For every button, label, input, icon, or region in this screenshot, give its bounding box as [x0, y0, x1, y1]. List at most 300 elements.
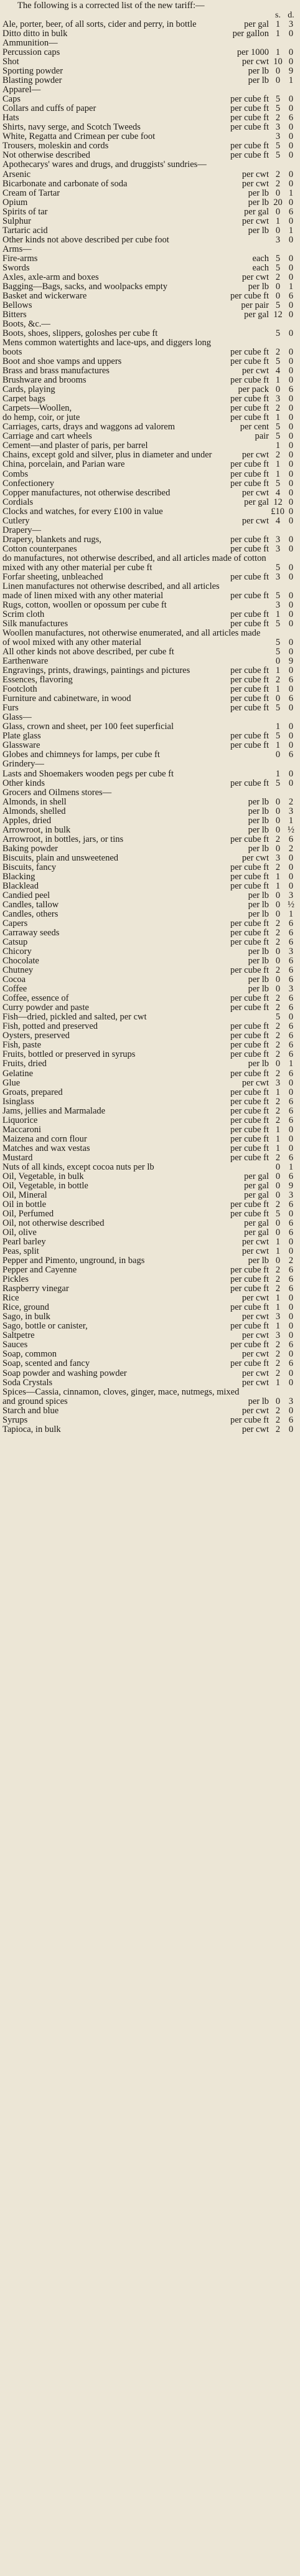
item-unit: per cube ft: [230, 1321, 269, 1332]
item-name: Cotton counterpanes: [2, 543, 77, 554]
item-name: Syrups: [2, 1414, 28, 1425]
item-pence: 9: [288, 1180, 294, 1191]
item-shillings: 0: [275, 225, 281, 236]
tariff-entry: [2, 526, 298, 535]
item-name: Hats: [2, 113, 19, 123]
item-unit: per cube ft: [230, 740, 269, 751]
item-shillings: 1: [275, 871, 281, 882]
item-shillings: 5: [275, 150, 281, 161]
column-header-row: [2, 11, 298, 20]
item-shillings: 5: [275, 703, 281, 713]
item-pence: 0: [288, 590, 294, 601]
item-unit: per cube ft: [230, 413, 269, 423]
item-shillings: 0: [275, 796, 281, 807]
item-shillings: 5: [275, 590, 281, 601]
tariff-entry: [2, 1247, 298, 1256]
item-name: Fish, potted and preserved: [2, 1021, 98, 1032]
tariff-entry: [2, 292, 298, 301]
item-name: Lasts and Shoemakers wooden pegs per cube ft: [2, 768, 174, 779]
item-pence: 6: [288, 1284, 294, 1294]
item-unit: per lb: [248, 909, 269, 919]
item-shillings: 1: [275, 665, 281, 676]
item-unit: per lb: [248, 824, 269, 835]
item-name: Pearl barley: [2, 1237, 46, 1247]
item-unit: per cube ft: [230, 571, 269, 582]
tariff-entry: [2, 273, 298, 282]
item-shillings: 2: [275, 1031, 281, 1041]
item-unit: per cube ft: [230, 1358, 269, 1369]
item-pence: 0: [288, 609, 294, 619]
item-pence: 1: [288, 225, 294, 236]
item-name: Globes and chimneys for lamps, per cube ft: [2, 750, 160, 760]
item-shillings: 5: [275, 778, 281, 788]
tariff-entry: [2, 254, 298, 264]
item-pence: 3: [288, 890, 294, 900]
item-shillings: 0: [275, 890, 281, 900]
item-name: Biscuits, plain and unsweetened: [2, 852, 119, 863]
item-shillings: 4: [275, 515, 281, 526]
item-name: Liquorice: [2, 1115, 38, 1125]
item-unit: per cent: [240, 422, 269, 432]
item-pence: 0: [288, 1208, 294, 1219]
tariff-entry: [2, 779, 298, 788]
item-unit: per cube ft: [230, 937, 269, 948]
item-name: Confectionery: [2, 478, 54, 489]
item-name: Maizena and corn flour: [2, 1133, 87, 1144]
item-name: Ditto ditto in bulk: [2, 29, 68, 39]
tariff-entry: [2, 1059, 298, 1069]
tariff-entry: [2, 882, 298, 891]
item-name: Silk manufactures: [2, 619, 68, 629]
item-pence: 2: [288, 843, 294, 854]
item-name: Basket and wickerware: [2, 290, 87, 301]
tariff-entry: [2, 891, 298, 900]
item-pence: 0: [288, 1246, 294, 1257]
item-name: Maccaroni: [2, 1124, 41, 1135]
item-name: Carpet bags: [2, 394, 45, 404]
item-name: Drapery—: [2, 525, 42, 535]
item-unit: per cwt: [241, 178, 269, 189]
item-pence: 0: [288, 880, 294, 891]
tariff-entry: [2, 1425, 298, 1434]
item-unit: per lb: [248, 975, 269, 985]
item-name: Grindery—: [2, 759, 44, 770]
item-pence: 6: [288, 1414, 294, 1425]
tariff-entry: [2, 217, 298, 226]
item-pence: 6: [288, 993, 294, 1004]
item-pence: 0: [288, 684, 294, 695]
item-pence: 0: [288, 1424, 294, 1434]
item-pence: 0: [288, 1405, 294, 1416]
item-shillings: 2: [275, 1368, 281, 1378]
item-shillings: 0: [275, 694, 281, 704]
item-shillings: 1: [275, 1246, 281, 1257]
tariff-entry: [2, 1107, 298, 1116]
item-unit: per cube ft: [230, 141, 269, 151]
item-name: Coffee, essence of: [2, 993, 69, 1004]
item-name: Carpets—Woollen,: [2, 403, 72, 414]
item-unit: per cube ft: [230, 1049, 269, 1060]
item-name: Oysters, preserved: [2, 1031, 70, 1041]
item-unit: per cube ft: [230, 394, 269, 404]
item-pence: 0: [288, 197, 294, 208]
item-shillings: 0: [275, 815, 281, 826]
item-pence: 9: [288, 66, 294, 77]
tariff-entry: [2, 95, 298, 104]
item-name: Shirts, navy serge, and Scotch Tweeds: [2, 122, 141, 133]
item-shillings: 3: [275, 394, 281, 404]
item-pence: 6: [288, 1105, 294, 1116]
item-name: Oil, Mineral: [2, 1190, 47, 1200]
item-shillings: 1: [275, 1377, 281, 1388]
item-unit: per cube ft: [230, 1340, 269, 1350]
item-name: Bellows: [2, 300, 32, 310]
item-name: Cement—and plaster of paris, per barrel: [2, 441, 148, 451]
item-shillings: 2: [275, 1424, 281, 1434]
tariff-entry: [2, 1041, 298, 1050]
item-shillings: 1: [275, 47, 281, 58]
item-name: Footcloth: [2, 684, 37, 695]
item-shillings: 3: [275, 852, 281, 863]
tariff-entry: [2, 20, 298, 29]
tariff-entry: [2, 1209, 298, 1219]
item-shillings: 0: [275, 1059, 281, 1069]
item-pence: 0: [288, 422, 294, 432]
item-pence: 0: [288, 1349, 294, 1360]
tariff-entry: [2, 170, 298, 179]
item-shillings: 2: [275, 1274, 281, 1285]
item-pence: 6: [288, 1265, 294, 1276]
tariff-entry: [2, 1031, 298, 1041]
item-pence: 6: [288, 918, 294, 928]
item-unit: per cwt: [241, 1293, 269, 1304]
item-unit: per cube ft: [230, 675, 269, 685]
item-pence: 6: [288, 975, 294, 985]
item-name: Arrowroot, in bottles, jars, or tins: [2, 834, 124, 844]
item-unit: per cube ft: [230, 665, 269, 676]
item-pence: 0: [288, 619, 294, 629]
item-name: Glass, crown and sheet, per 100 feet superficial: [2, 722, 174, 732]
item-pence: 0: [288, 141, 294, 151]
item-pence: 6: [288, 1068, 294, 1079]
item-shillings: 2: [275, 993, 281, 1004]
item-pence: 0: [288, 122, 294, 133]
item-shillings: 10: [273, 57, 283, 67]
item-name: Cordials: [2, 497, 34, 507]
tariff-entry: [2, 582, 298, 601]
item-unit: per lb: [248, 796, 269, 807]
item-unit: per cube ft: [230, 375, 269, 386]
item-pence: 0: [288, 469, 294, 479]
item-name: Pickles: [2, 1274, 29, 1285]
item-shillings: 1: [275, 19, 281, 29]
tariff-entry: [2, 479, 298, 489]
item-shillings: 0: [275, 281, 281, 292]
item-pence: 0: [288, 262, 294, 273]
item-name: Raspberry vinegar: [2, 1284, 69, 1294]
item-pence: 0: [288, 150, 294, 161]
item-unit: per cube ft: [230, 1143, 269, 1153]
item-pence: 6: [288, 965, 294, 976]
item-shillings: 2: [275, 347, 281, 358]
tariff-entry: [2, 329, 298, 338]
item-name: Clocks and watches, for every £100 in value: [2, 506, 163, 517]
item-name: Shot: [2, 57, 19, 67]
tariff-entry: [2, 376, 298, 385]
item-name: Groats, prepared: [2, 1087, 63, 1097]
item-pence: 0: [288, 1012, 294, 1023]
tariff-entry: [2, 1172, 298, 1181]
item-pence: 6: [288, 1115, 294, 1125]
tariff-entry: [2, 535, 298, 545]
item-pence: 0: [288, 309, 294, 320]
item-shillings: 0: [275, 656, 281, 667]
item-pence: 0: [288, 497, 294, 507]
item-pence: ½: [288, 899, 294, 910]
item-shillings: 2: [275, 1405, 281, 1416]
item-shillings: 1: [275, 216, 281, 226]
tariff-entry: [2, 151, 298, 160]
item-shillings: 5: [275, 328, 281, 339]
item-shillings: 0: [275, 1256, 281, 1266]
tariff-entry: [2, 1294, 298, 1303]
item-unit: per cwt: [241, 1330, 269, 1341]
item-pence: 0: [288, 571, 294, 582]
item-name: Baking powder: [2, 843, 58, 854]
item-shillings: 0: [275, 66, 281, 77]
item-name: Plate glass: [2, 731, 41, 742]
item-name: Bitters: [2, 309, 27, 320]
item-shillings: 3: [275, 599, 281, 610]
item-unit: per pair: [241, 300, 269, 310]
item-pence: 0: [288, 169, 294, 179]
tariff-entry: [2, 1069, 298, 1079]
item-unit: per cwt: [241, 1246, 269, 1257]
item-shillings: 0: [275, 984, 281, 995]
tariff-entry: [2, 29, 298, 39]
item-name: Blasting powder: [2, 75, 62, 86]
tariff-entry: [2, 750, 298, 760]
item-unit: per cube ft: [230, 590, 269, 601]
item-pence: 6: [288, 1199, 294, 1209]
item-pence: 3: [288, 19, 294, 29]
item-name: Boots, &c.—: [2, 319, 50, 329]
item-unit: per cube ft: [230, 122, 269, 133]
item-shillings: 0: [275, 1228, 281, 1238]
item-unit: per cwt: [241, 450, 269, 460]
item-pence: 3: [288, 1190, 294, 1200]
tariff-entry: [2, 1022, 298, 1031]
item-shillings: 2: [275, 1003, 281, 1013]
item-unit: per cwt: [241, 1077, 269, 1088]
item-unit: per cube ft: [230, 619, 269, 629]
item-shillings: 2: [275, 450, 281, 460]
item-pence: 0: [288, 778, 294, 788]
tariff-entry: [2, 928, 298, 938]
tariff-entry: [2, 1266, 298, 1275]
item-unit: per cwt: [241, 1312, 269, 1322]
tariff-entry: [2, 245, 298, 254]
tariff-entry: [2, 1303, 298, 1312]
item-name: Fruits, dried: [2, 1059, 47, 1069]
tariff-entry: [2, 741, 298, 750]
item-name: Nuts of all kinds, except cocoa nuts per lb: [2, 1162, 154, 1172]
tariff-entry: [2, 1191, 298, 1200]
item-unit: each: [252, 253, 269, 264]
item-shillings: 1: [275, 768, 281, 779]
item-unit: per cube ft: [230, 993, 269, 1004]
tariff-entry: [2, 1378, 298, 1388]
item-name: Swords: [2, 262, 30, 273]
item-pence: 9: [288, 656, 294, 667]
item-pence: 0: [288, 1133, 294, 1144]
item-shillings: 2: [275, 1049, 281, 1060]
tariff-entry: [2, 1340, 298, 1350]
item-unit: per cwt: [241, 515, 269, 526]
item-pence: 6: [288, 1171, 294, 1181]
tariff-entry: [2, 1350, 298, 1359]
item-pence: 0: [288, 103, 294, 114]
item-unit: per lb: [248, 225, 269, 236]
item-name: Sulphur: [2, 216, 31, 226]
item-shillings: 0: [275, 1171, 281, 1181]
item-shillings: 1: [275, 1087, 281, 1097]
item-unit: per cwt: [241, 1349, 269, 1360]
tariff-entry: [2, 732, 298, 741]
item-pence: 2: [288, 796, 294, 807]
item-name: Soap, scented and fancy: [2, 1358, 90, 1369]
item-shillings: 1: [275, 29, 281, 39]
item-unit: per cwt: [241, 1377, 269, 1388]
tariff-entry: [2, 198, 298, 208]
item-unit: per lb: [248, 806, 269, 816]
item-shillings: 5: [275, 562, 281, 573]
tariff-entry: [2, 179, 298, 189]
tariff-entry: [2, 1331, 298, 1340]
item-shillings: 3: [275, 122, 281, 133]
item-shillings: 5: [275, 356, 281, 367]
item-unit: per gal: [244, 1218, 269, 1228]
item-pence: 6: [288, 1358, 294, 1369]
item-shillings: 0: [275, 75, 281, 86]
tariff-entry: [2, 610, 298, 619]
item-pence: 0: [288, 1124, 294, 1135]
item-name: Rice: [2, 1293, 19, 1304]
tariff-entry: [2, 422, 298, 432]
item-unit: per gal: [244, 19, 269, 29]
item-unit: per lb: [248, 890, 269, 900]
tariff-entry: [2, 1153, 298, 1163]
item-shillings: 0: [275, 206, 281, 217]
item-pence: 0: [288, 47, 294, 58]
item-name: Copper manufactures, not otherwise described: [2, 487, 171, 498]
tariff-entry: [2, 226, 298, 236]
tariff-entry: [2, 189, 298, 198]
item-unit: per cube ft: [230, 1265, 269, 1276]
item-shillings: 0: [275, 806, 281, 816]
item-unit: per cube ft: [230, 1096, 269, 1107]
item-unit: per cwt: [241, 1237, 269, 1247]
tariff-entry: [2, 1238, 298, 1247]
tariff-entry: [2, 554, 298, 573]
tariff-entry: [2, 975, 298, 985]
tariff-entry: [2, 357, 298, 366]
item-unit: per cwt: [241, 1405, 269, 1416]
item-unit: per cwt: [241, 1368, 269, 1378]
item-name: Brushware and brooms: [2, 375, 87, 386]
item-unit: per cwt: [241, 366, 269, 376]
item-unit: per cwt: [241, 169, 269, 179]
item-name: Oil, Vegetable, in bottle: [2, 1180, 88, 1191]
item-pence: 0: [288, 543, 294, 554]
item-name: Mustard: [2, 1152, 33, 1163]
item-shillings: 5: [275, 731, 281, 742]
item-name: Fire-arms: [2, 253, 38, 264]
item-shillings: 5: [275, 1012, 281, 1023]
tariff-entry: [2, 657, 298, 666]
tariff-entry: [2, 1163, 298, 1172]
tariff-entry: [2, 1013, 298, 1022]
item-shillings: 2: [275, 862, 281, 872]
tariff-entry: [2, 432, 298, 441]
tariff-entry: [2, 1079, 298, 1088]
shillings-header: s.: [275, 11, 281, 20]
tariff-entry: [2, 48, 298, 57]
item-pence: 0: [288, 178, 294, 189]
item-pence: 6: [288, 1096, 294, 1107]
item-unit: per gal: [244, 1180, 269, 1191]
item-unit: per cube ft: [230, 928, 269, 938]
tariff-entry: [2, 910, 298, 919]
tariff-entry: [2, 1116, 298, 1125]
item-unit: per cube ft: [230, 703, 269, 713]
tariff-entry: [2, 947, 298, 956]
item-name: Oil, Perfumed: [2, 1208, 54, 1219]
item-pence: 3: [288, 984, 294, 995]
item-name: Furs: [2, 703, 19, 713]
item-unit: per cube ft: [230, 731, 269, 742]
item-pence: 1: [288, 75, 294, 86]
tariff-entry: [2, 1322, 298, 1331]
tariff-entry: [2, 85, 298, 95]
item-name: Spices—Cassia, cinnamon, cloves, ginger, mace, nutmegs, mixed and ground spices: [2, 1386, 241, 1406]
tariff-entry: [2, 722, 298, 732]
item-shillings: 4: [275, 366, 281, 376]
item-shillings: 2: [275, 928, 281, 938]
tariff-entry: [2, 1097, 298, 1107]
item-name: Chains, except gold and silver, plus in diameter and under: [2, 450, 212, 460]
tariff-entry: [2, 470, 298, 479]
tariff-entry: [2, 854, 298, 863]
tariff-entry: [2, 1219, 298, 1228]
item-name: Arms—: [2, 244, 32, 254]
item-pence: 6: [288, 1228, 294, 1238]
item-shillings: 3: [275, 571, 281, 582]
item-name: Ale, porter, beer, of all sorts, cider and perry, in bottle: [2, 19, 197, 29]
item-unit: per gal: [244, 497, 269, 507]
item-name: Chicory: [2, 947, 32, 957]
item-shillings: 5: [275, 103, 281, 114]
item-name: Opium: [2, 197, 28, 208]
tariff-entry: [2, 1135, 298, 1144]
item-shillings: 1: [275, 1302, 281, 1313]
tariff-entry: [2, 938, 298, 947]
item-unit: per cube ft: [230, 871, 269, 882]
item-name: Combs: [2, 469, 29, 479]
item-pence: 0: [288, 647, 294, 657]
item-shillings: 2: [275, 918, 281, 928]
item-pence: 6: [288, 750, 294, 760]
